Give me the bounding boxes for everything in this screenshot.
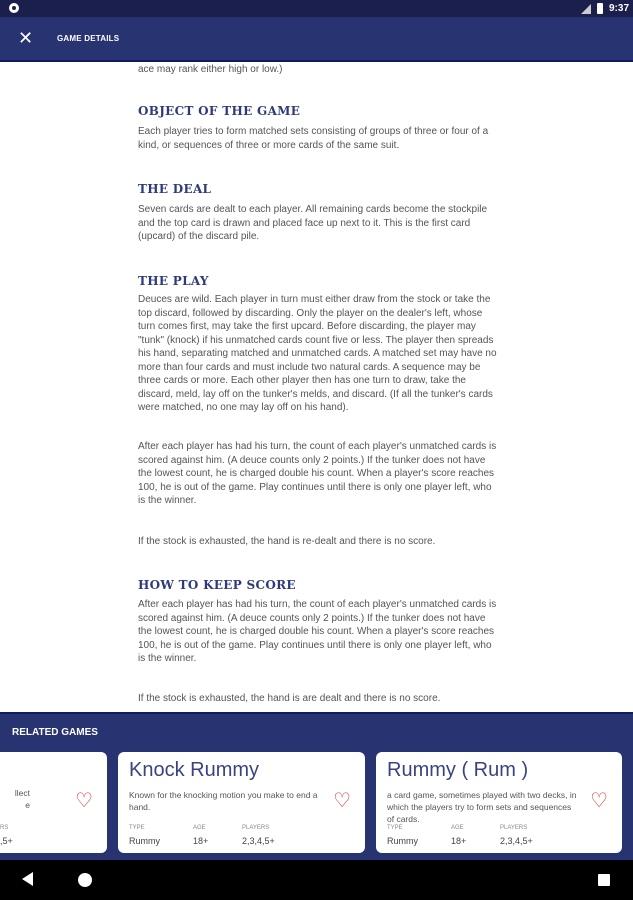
clock: 9:37 (608, 3, 629, 14)
battery-icon (597, 3, 603, 14)
paragraph: If the stock is exhausted, the hand is re-dealt and there is no score. (138, 536, 436, 547)
type-label: TYPE (129, 825, 145, 831)
players-label: RS (0, 825, 9, 831)
game-details-content[interactable] (0, 63, 633, 713)
players-value: 2,3,4,5+ (500, 836, 533, 846)
paragraph: After each player has had his turn, the count of each player's unmatched cards is scored against him. (A deuce counts only 2 points.) If the tunker does not have the lowest count, he is charged double his count. When a player's score reaches 100, he is out of the game. Play continues until there is only one player left, who is the winner. (138, 441, 497, 506)
heart-icon[interactable]: ♡ (75, 790, 93, 812)
page-title: GAME DETAILS (57, 34, 120, 43)
heart-icon[interactable]: ♡ (590, 790, 608, 812)
age-value: 18+ (451, 836, 467, 846)
age-value: 18+ (193, 836, 209, 846)
signal-icon (581, 4, 591, 14)
paragraph: Deuces are wild. Each player in turn must either draw from the stock or take the top discard, followed by discarding. Only the player on the dealer's left, whose turn comes first, may take the first upcard. Before discarding, the player may "tunk" (knock) if his unmatched cards count five or less. The player then spreads his hand, separating matched and unmatched cards. A matched set may have no more than four cards and must include two natural cards. A sequence may be three cards or more. Each other player then has one turn to draw, take the discard, meld, lay off on the tunker's melds, and discard. (If all the tunker's cards were matched, no one may lay off on his hand). (138, 294, 497, 413)
type-value: Rummy (387, 836, 418, 846)
game-name: Knock Rummy (129, 759, 260, 781)
status-bar (0, 0, 633, 17)
related-games-title: RELATED GAMES (12, 727, 98, 738)
navigation-bar (0, 860, 633, 900)
type-label: TYPE (387, 825, 403, 831)
game-name: Rummy ( Rum ) (387, 759, 529, 781)
section-heading: THE PLAY (138, 274, 209, 288)
back-icon[interactable] (22, 872, 33, 886)
game-desc: llect e (14, 788, 30, 810)
intro-tail: ace may rank either high or low.) (138, 64, 283, 75)
type-value: Rummy (129, 836, 160, 846)
heart-icon[interactable]: ♡ (333, 790, 351, 812)
game-desc: Known for the knocking motion you make to end a hand. (129, 790, 318, 812)
paragraph: After each player has had his turn, the count of each player's unmatched cards is scored against him. (A deuce counts only 2 points.) If the tunker does not have the lowest count, he is charged double his count. When a player's score reaches 100, he is out of the game. Play continues until there is only one player left, who is the winner. (138, 599, 497, 664)
players-value: ,5+ (0, 836, 13, 846)
section-heading: THE DEAL (138, 182, 212, 196)
notification-icon (9, 3, 19, 13)
related-game-card[interactable] (376, 752, 622, 853)
paragraph: Seven cards are dealt to each player. All remaining cards become the stockpile and the top card is drawn and placed face up next to it. This is the first card (upcard) of the discard pile. (138, 204, 488, 242)
age-label: AGE (451, 825, 464, 831)
game-desc: a card game, sometimes played with two decks, in which the players try to form sets and sequences of cards. (387, 790, 577, 824)
home-icon[interactable] (78, 873, 92, 887)
close-icon[interactable]: ✕ (18, 28, 34, 48)
recents-icon[interactable] (598, 874, 610, 886)
paragraph: Each player tries to form matched sets consisting of groups of three or four of a kind, or sequences of three or more cards of the same suit. (138, 126, 489, 151)
players-label: PLAYERS (500, 825, 528, 831)
section-heading: HOW TO KEEP SCORE (138, 578, 296, 592)
section-heading: OBJECT OF THE GAME (138, 104, 301, 118)
paragraph: If the stock is exhausted, the hand is are dealt and there is no score. (138, 693, 441, 704)
related-game-card[interactable] (118, 752, 365, 853)
related-game-card-partial[interactable] (0, 752, 107, 853)
related-games-panel (0, 712, 633, 860)
players-value: 2,3,4,5+ (242, 836, 275, 846)
age-label: AGE (193, 825, 206, 831)
app-bar (0, 17, 633, 62)
players-label: PLAYERS (242, 825, 270, 831)
